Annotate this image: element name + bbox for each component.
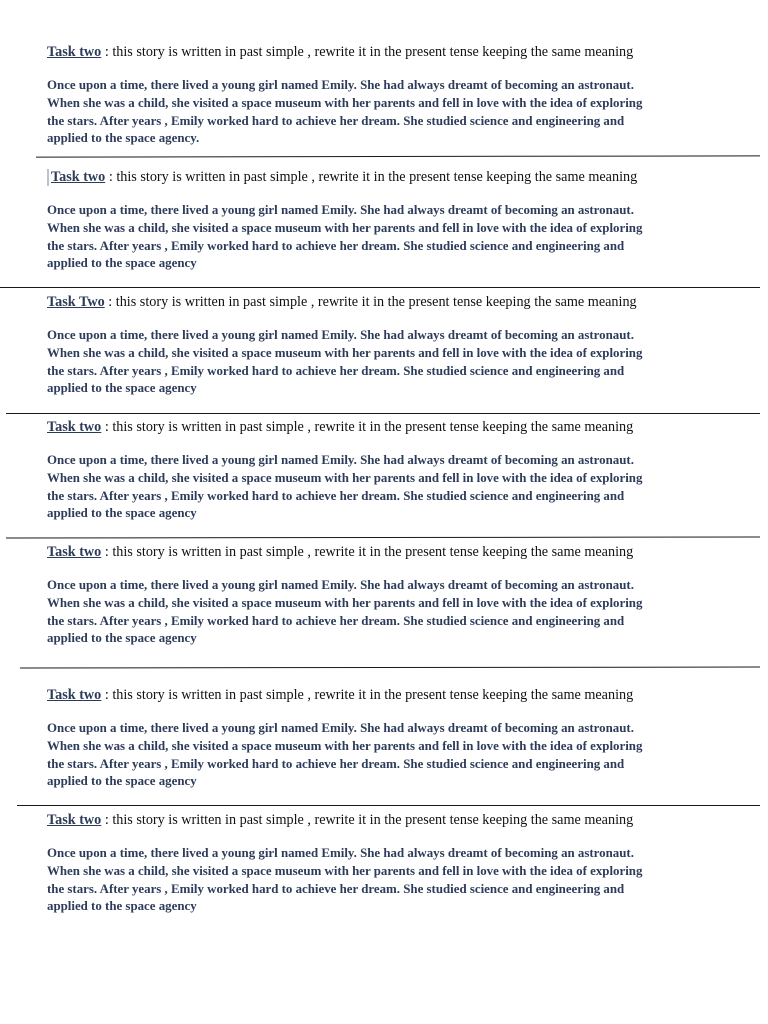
- story-line: applied to the space agency: [47, 899, 197, 914]
- story-line: the stars. After years , Emily worked hard to achieve her dream. She studied science and engineering and: [47, 363, 625, 378]
- story-line: Once upon a time, there lived a young girl named Emily. She had always dreamt of becoming an astronaut.: [47, 721, 634, 735]
- story-paragraph: [47, 202, 751, 273]
- story-line: applied to the space agency: [47, 631, 197, 646]
- story-line: the stars. After years , Emily worked hard to achieve her dream. She studied science and engineering and: [47, 238, 625, 253]
- task-instruction: : this story is written in past simple , rewrite it in the present tense keeping the same meaning: [101, 544, 634, 560]
- story-line: Once upon a time, there lived a young girl named Emily. She had always dreamt of becoming an astronaut.: [47, 328, 634, 342]
- task-label: Task two: [47, 812, 102, 828]
- task-block-7: [47, 811, 747, 916]
- story-line: When she was a child, she visited a space museum with her parents and fell in love with the idea of exploring: [47, 345, 643, 360]
- task-label: Task Two: [47, 294, 105, 310]
- divider-line: [36, 155, 760, 157]
- task-label: Task two: [47, 419, 102, 435]
- story-paragraph: [47, 452, 747, 523]
- task-heading: [47, 686, 747, 704]
- text-cursor-marker: [47, 169, 49, 186]
- task-block-1: [47, 43, 747, 148]
- task-heading: [47, 293, 747, 311]
- story-line: the stars. After years , Emily worked hard to achieve her dream. She studied science and engineering and: [47, 113, 625, 128]
- divider-line: [20, 667, 760, 669]
- task-block-2: [47, 168, 751, 273]
- story-line: the stars. After years , Emily worked hard to achieve her dream. She studied science and engineering and: [47, 881, 625, 896]
- task-label: Task two: [51, 169, 106, 185]
- task-block-3: [47, 293, 747, 398]
- task-instruction: : this story is written in past simple , rewrite it in the present tense keeping the same meaning: [101, 812, 634, 828]
- divider-line: [6, 536, 760, 538]
- divider-line: [17, 805, 760, 806]
- divider-line: [6, 413, 760, 414]
- story-line: applied to the space agency: [47, 506, 197, 521]
- task-heading: [47, 418, 747, 436]
- story-line: the stars. After years , Emily worked hard to achieve her dream. She studied science and engineering and: [47, 488, 625, 503]
- task-instruction: : this story is written in past simple , rewrite it in the present tense keeping the same meaning: [101, 687, 634, 703]
- story-line: When she was a child, she visited a space museum with her parents and fell in love with the idea of exploring: [47, 470, 643, 485]
- story-line: When she was a child, she visited a space museum with her parents and fell in love with the idea of exploring: [47, 738, 643, 753]
- task-block-4: [47, 418, 747, 523]
- story-line: applied to the space agency: [47, 256, 197, 271]
- story-line: Once upon a time, there lived a young girl named Emily. She had always dreamt of becoming an astronaut.: [47, 78, 634, 92]
- story-line: the stars. After years , Emily worked hard to achieve her dream. She studied science and engineering and: [47, 613, 625, 628]
- task-heading: [51, 168, 751, 186]
- divider-line: [0, 287, 760, 288]
- story-line: applied to the space agency.: [47, 131, 200, 146]
- task-label: Task two: [47, 544, 102, 560]
- story-paragraph: [47, 720, 747, 791]
- story-line: applied to the space agency: [47, 381, 197, 396]
- task-heading: [47, 543, 747, 561]
- story-line: When she was a child, she visited a space museum with her parents and fell in love with the idea of exploring: [47, 220, 643, 235]
- task-instruction: : this story is written in past simple , rewrite it in the present tense keeping the same meaning: [101, 44, 634, 60]
- story-paragraph: [47, 77, 747, 148]
- story-line: applied to the space agency: [47, 774, 197, 789]
- story-line: the stars. After years , Emily worked hard to achieve her dream. She studied science and engineering and: [47, 756, 625, 771]
- story-line: When she was a child, she visited a space museum with her parents and fell in love with the idea of exploring: [47, 595, 643, 610]
- task-label: Task two: [47, 44, 102, 60]
- task-heading: [47, 43, 747, 61]
- task-instruction: : this story is written in past simple , rewrite it in the present tense keeping the same meaning: [104, 294, 637, 310]
- task-instruction: : this story is written in past simple , rewrite it in the present tense keeping the same meaning: [105, 169, 638, 185]
- story-line: Once upon a time, there lived a young girl named Emily. She had always dreamt of becoming an astronaut.: [47, 453, 634, 467]
- task-label: Task two: [47, 687, 102, 703]
- story-line: Once upon a time, there lived a young girl named Emily. She had always dreamt of becoming an astronaut.: [47, 203, 634, 217]
- task-heading: [47, 811, 747, 829]
- story-line: When she was a child, she visited a space museum with her parents and fell in love with the idea of exploring: [47, 863, 643, 878]
- story-line: When she was a child, she visited a space museum with her parents and fell in love with the idea of exploring: [47, 95, 643, 110]
- story-paragraph: [47, 577, 747, 648]
- task-instruction: : this story is written in past simple , rewrite it in the present tense keeping the same meaning: [101, 419, 634, 435]
- story-paragraph: [47, 327, 747, 398]
- story-line: Once upon a time, there lived a young girl named Emily. She had always dreamt of becoming an astronaut.: [47, 846, 634, 860]
- task-block-6: [47, 686, 747, 791]
- task-block-5: [47, 543, 747, 648]
- story-paragraph: [47, 845, 747, 916]
- story-line: Once upon a time, there lived a young girl named Emily. She had always dreamt of becoming an astronaut.: [47, 578, 634, 592]
